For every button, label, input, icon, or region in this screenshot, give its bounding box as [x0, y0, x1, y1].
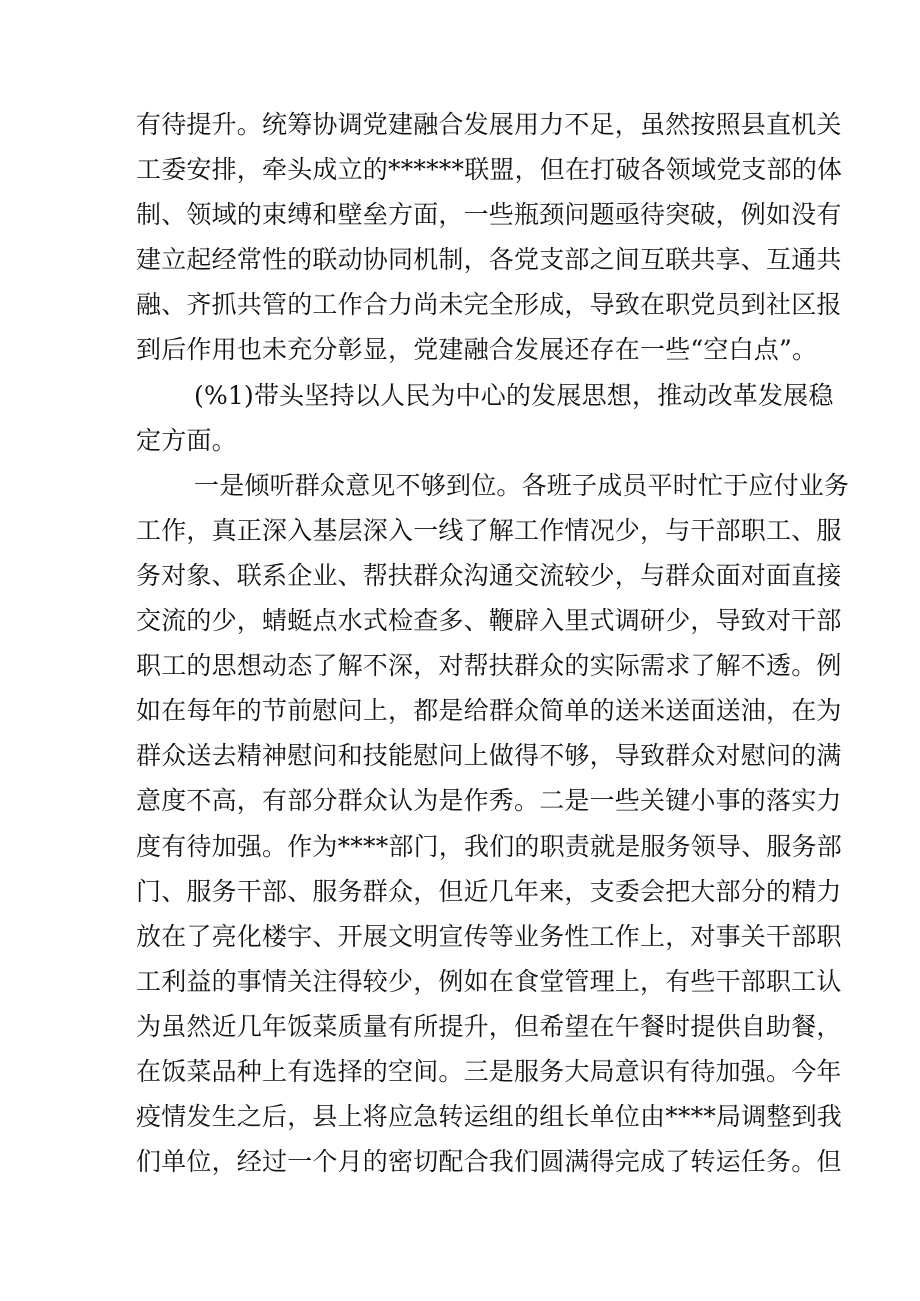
text-line: 制、领域的束缚和壁垒方面，一些瓶颈问题亟待突破，例如没有	[136, 200, 842, 230]
text-line: 们单位，经过一个月的密切配合我们圆满得完成了转运任务。但	[136, 1147, 842, 1177]
text-line: 意度不高，有部分群众认为是作秀。二是一些关键小事的落实力	[136, 786, 842, 816]
text-line: 在饭菜品种上有选择的空间。三是服务大局意识有待加强。今年	[136, 1056, 842, 1086]
text-line: 一是倾听群众意见不够到位。各班子成员平时忙于应付业务	[194, 470, 850, 500]
heading-line: (%1)带头坚持以人民为中心的发展思想，推动改革发展稳	[194, 380, 834, 410]
document-body	[136, 102, 850, 1184]
text-line: 建立起经常性的联动协同机制，各党支部之间互联共享、互通共	[136, 245, 842, 275]
section-heading	[136, 373, 834, 463]
text-line: 融、齐抓共管的工作合力尚未完全形成，导致在职党员到社区报	[136, 290, 842, 320]
text-line: 工利益的事情关注得较少，例如在食堂管理上，有些干部职工认	[136, 966, 842, 996]
text-line: 工委安排，牵头成立的******联盟，但在打破各领域党支部的体	[136, 155, 843, 185]
text-line: 如在每年的节前慰问上，都是给群众简单的送米送面送油，在为	[136, 696, 842, 726]
body-paragraph	[136, 463, 850, 1185]
text-line: 门、服务干部、服务群众，但近几年来，支委会把大部分的精力	[136, 876, 842, 906]
text-line: 到后作用也未充分彰显，党建融合发展还存在一些“空白点”。	[136, 335, 818, 365]
text-line: 务对象、联系企业、帮扶群众沟通交流较少，与群众面对面直接	[136, 560, 842, 590]
text-line: 有待提升。统筹协调党建融合发展用力不足，虽然按照县直机关	[136, 110, 842, 139]
heading-line: 定方面。	[136, 425, 237, 455]
text-line: 疫情发生之后，县上将应急转运组的组长单位由****局调整到我	[136, 1102, 843, 1132]
text-line: 为虽然近几年饭菜质量有所提升，但希望在午餐时提供自助餐，	[136, 1011, 842, 1041]
text-line: 群众送去精神慰问和技能慰问上做得不够，导致群众对慰问的满	[136, 741, 842, 771]
text-line: 交流的少，蜻蜓点水式检查多、鞭辟入里式调研少，导致对干部	[136, 606, 842, 636]
text-line: 放在了亮化楼宇、开展文明宣传等业务性工作上，对事关干部职	[136, 921, 842, 951]
text-line: 职工的思想动态了解不深，对帮扶群众的实际需求了解不透。例	[136, 651, 842, 681]
text-line: 度有待加强。作为****部门，我们的职责就是服务领导、服务部	[136, 831, 843, 861]
paragraph-continuation	[136, 102, 843, 373]
text-line: 工作，真正深入基层深入一线了解工作情况少，与干部职工、服	[136, 515, 842, 545]
